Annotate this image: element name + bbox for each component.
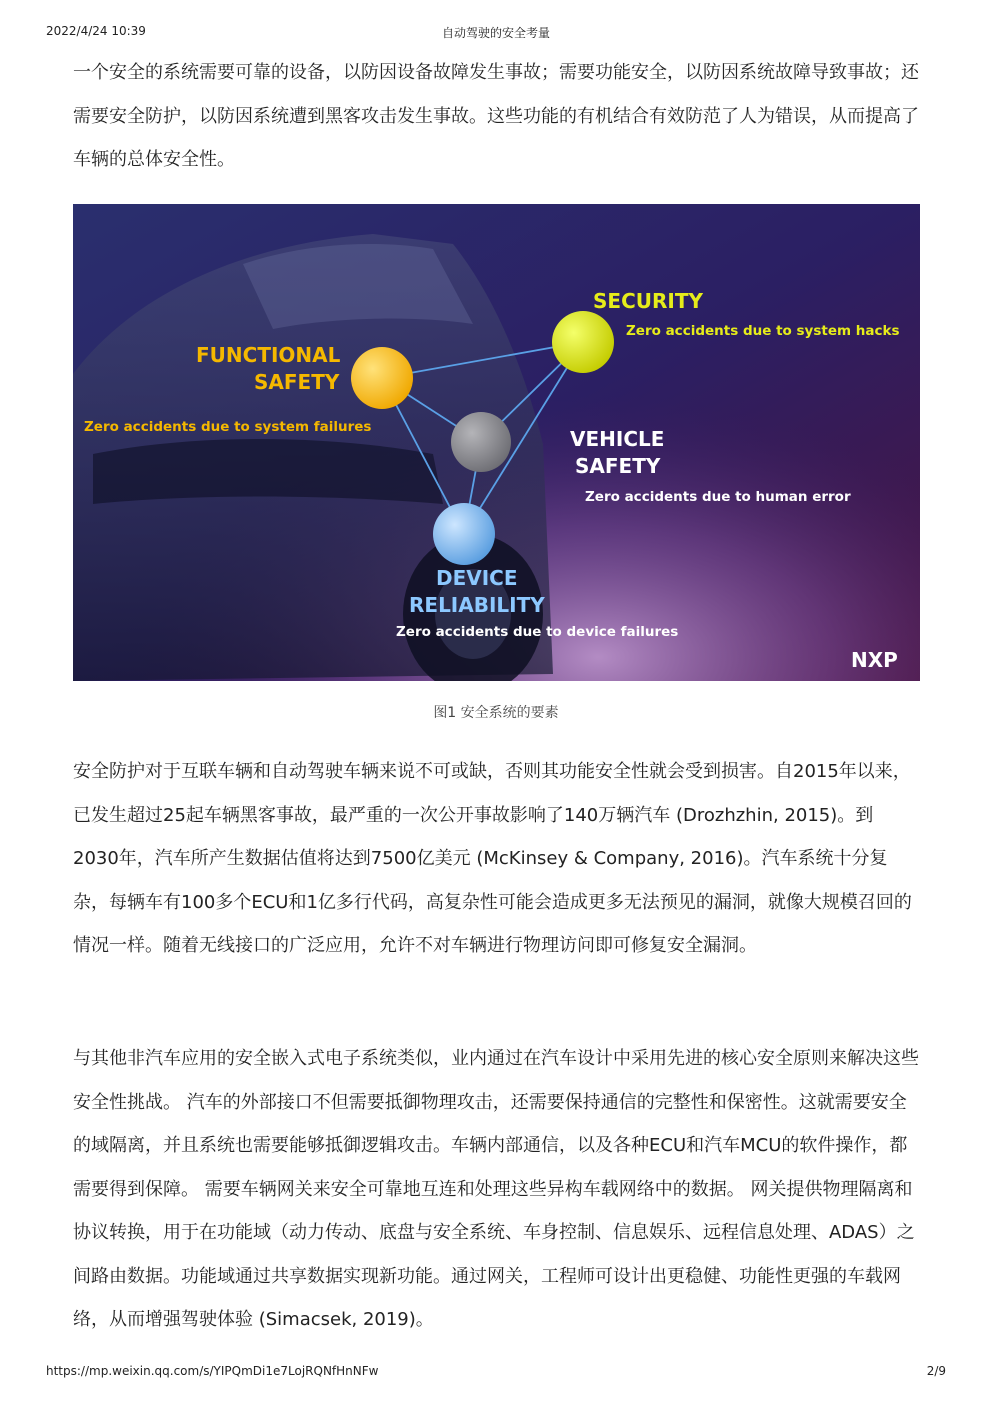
paragraph-security-need: 安全防护对于互联车辆和自动驾驶车辆来说不可或缺，否则其功能安全性就会受到损害。自2015年以来，已发生超过25起车辆黑客事故，最严重的一次公开事故影响了140万辆汽车 (Drozhzhin, 2015)。到2030年，汽车所产生数据估值将达到7500亿美元 (McKinsey & Company, 2016)。汽车系统十分复杂，每辆车有100多个ECU和1亿多行代码，高复杂性可能会造成更多无法预见的漏洞，就像大规模召回的情况一样。随着无线接口的广泛应用，允许不对车辆进行物理访问即可修复安全漏洞。 <box>73 761 912 956</box>
print-title: 自动驾驶的安全考量 <box>441 26 550 40</box>
print-date: 2022/4/24 10:39 <box>46 24 146 38</box>
safety-elements-figure <box>73 204 920 681</box>
figure-caption: 图1 安全系统的要素 <box>433 705 559 721</box>
functional-safety-title-1: FUNCTIONAL <box>196 343 341 367</box>
device-reliability-subtitle: Zero accidents due to device failures <box>396 624 679 640</box>
vehicle-safety-title-1: VEHICLE <box>570 427 665 451</box>
functional-safety-title-2: SAFETY <box>254 370 340 394</box>
vehicle-safety-orb <box>451 412 511 472</box>
security-title: SECURITY <box>593 289 703 313</box>
page-number: 2/9 <box>926 1364 946 1378</box>
security-subtitle: Zero accidents due to system hacks <box>626 323 900 339</box>
print-url: https://mp.weixin.qq.com/s/YIPQmDi1e7LojRQNfHnNFw <box>46 1364 379 1378</box>
device-reliability-title-1: DEVICE <box>436 566 518 590</box>
paragraph-gateway: 与其他非汽车应用的安全嵌入式电子系统类似，业内通过在汽车设计中采用先进的核心安全原则来解决这些安全性挑战。 汽车的外部接口不但需要抵御物理攻击，还需要保持通信的完整性和保密性。这就需要安全的域隔离，并且系统也需要能够抵御逻辑攻击。车辆内部通信，以及各种ECU和汽车MCU的软件操作，都需要得到保障。 需要车辆网关来安全可靠地互连和处理这些异构车载网络中的数据。 网关提供物理隔离和协议转换，用于在功能域（动力传动、底盘与安全系统、车身控制、信息娱乐、远程信息处理、ADAS）之间路由数据。功能域通过共享数据实现新功能。通过网关，工程师可设计出更稳健、功能性更强的车载网络，从而增强驾驶体验 (Simacsek, 2019)。 <box>73 1048 919 1330</box>
functional-safety-subtitle: Zero accidents due to system failures <box>84 419 372 435</box>
vehicle-safety-subtitle: Zero accidents due to human error <box>585 489 851 505</box>
functional-safety-orb <box>351 347 413 409</box>
nxp-logo: NXP <box>851 648 898 672</box>
security-orb <box>552 311 614 373</box>
device-reliability-title-2: RELIABILITY <box>409 593 545 617</box>
vehicle-safety-title-2: SAFETY <box>575 454 661 478</box>
figure-graphic <box>73 204 920 681</box>
paragraph-intro: 一个安全的系统需要可靠的设备，以防因设备故障发生事故；需要功能安全，以防因系统故障导致事故；还需要安全防护，以防因系统遭到黑客攻击发生事故。这些功能的有机结合有效防范了人为错误，从而提高了车辆的总体安全性。 <box>73 62 919 170</box>
device-reliability-orb <box>433 503 495 565</box>
